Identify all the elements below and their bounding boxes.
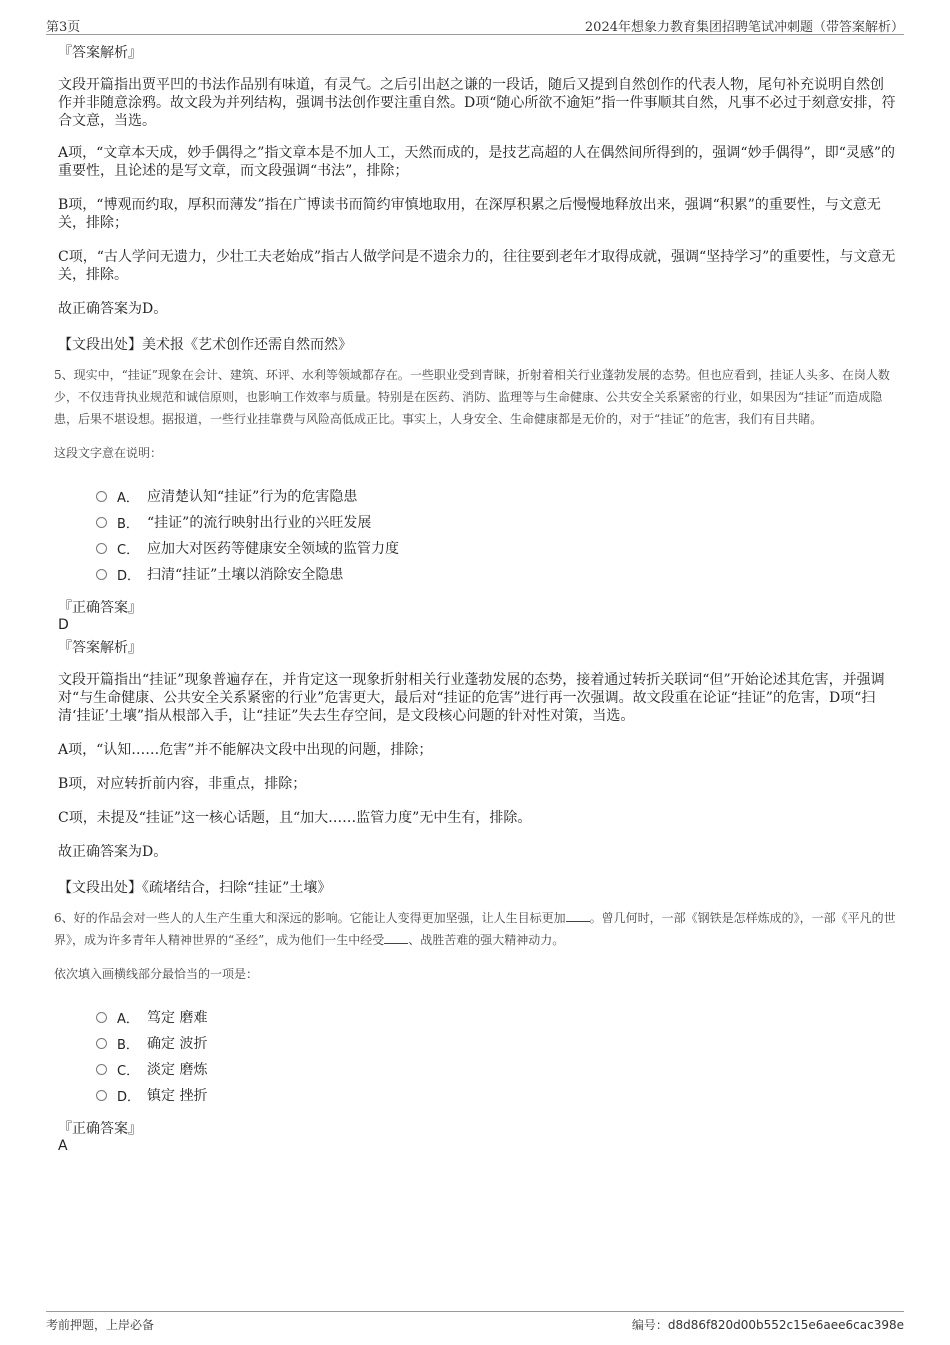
analysis-paragraph: C项，“古人学问无遗力，少壮工夫老始成”指古人做学问是不遗余力的，往往要到老年才取得成就，强调“坚持学习”的重要性，与文意无关，排除。 xyxy=(58,249,896,283)
question-5-prompt: 这段文字意在说明： xyxy=(54,446,163,460)
option-c[interactable]: C． 淡定 磨炼 xyxy=(96,1056,896,1082)
correct-answer-label: 『正确答案』 xyxy=(58,600,142,616)
source-citation: 【文段出处】《疏堵结合，扫除“挂证”土壤》 xyxy=(58,880,332,896)
radio-icon[interactable] xyxy=(96,543,107,554)
page-number: 第3页 xyxy=(46,20,81,35)
radio-icon[interactable] xyxy=(96,491,107,502)
analysis-paragraph: A项，“文章本天成，妙手偶得之”指文章本是不加人工，天然而成的，是技艺高超的人在偶然间所得到的，强调“妙手偶得”，即“灵感”的重要性，且论述的是写文章，而文段强调“书法”，排除； xyxy=(58,145,896,179)
correct-answer-label: 『正确答案』 xyxy=(58,1121,142,1137)
page-footer xyxy=(46,1311,904,1336)
question-6-prompt: 依次填入画横线部分最恰当的一项是： xyxy=(54,967,259,981)
option-a[interactable]: A． 应清楚认知“挂证”行为的危害隐患 xyxy=(96,483,896,509)
analysis-paragraph: 文段开篇指出“挂证”现象普遍存在，并肯定这一现象折射相关行业蓬勃发展的态势，接着通过转折关联词“但”开始论述其危害，并强调对“与生命健康、公共安全关系紧密的行业”危害更大，最后对“挂证的危害”进行再一次强调。故文段重在论证“挂证”的危害，D项“扫清‘挂证’土壤”指从根部入手，让“挂证”失去生存空间，是文段核心问题的针对性对策，当选。 xyxy=(58,672,885,724)
analysis-conclusion: 故正确答案为D。 xyxy=(58,844,168,860)
radio-icon[interactable] xyxy=(96,1038,107,1049)
analysis-label: 『答案解析』 xyxy=(58,45,142,61)
analysis-conclusion: 故正确答案为D。 xyxy=(58,301,168,317)
question-5-options xyxy=(96,483,896,587)
source-citation: 【文段出处】美术报《艺术创作还需自然而然》 xyxy=(58,337,352,353)
analysis-paragraph: B项，“博观而约取，厚积而薄发”指在广博读书而简约审慎地取用，在深厚积累之后慢慢地释放出来，强调“积累”的重要性，与文意无关，排除； xyxy=(58,197,881,231)
correct-answer: D xyxy=(58,617,69,633)
correct-answer: A xyxy=(58,1138,68,1154)
radio-icon[interactable] xyxy=(96,569,107,580)
radio-icon[interactable] xyxy=(96,517,107,528)
footer-slogan: 考前押题，上岸必备 xyxy=(46,1318,155,1332)
option-d[interactable]: D． 镇定 挫折 xyxy=(96,1082,896,1108)
radio-icon[interactable] xyxy=(96,1090,107,1101)
question-6-text: 6、好的作品会对一些人的人生产生重大和深远的影响。它能让人变得更加坚强，让人生目标更加 。曾几何时，一部《钢铁是怎样炼成的》，一部《平凡的世界》，成为许多青年人精神世界的“圣经”，成为他们一生中经受 、战胜苦难的强大精神动力。 xyxy=(54,911,896,947)
page-content xyxy=(54,42,896,1154)
blank-line xyxy=(384,931,408,944)
radio-icon[interactable] xyxy=(96,1012,107,1023)
analysis-paragraph: C项，未提及“挂证”这一核心话题，且“加大……监管力度”无中生有，排除。 xyxy=(58,810,532,826)
analysis-paragraph: A项，“认知……危害”并不能解决文段中出现的问题，排除； xyxy=(58,742,433,758)
analysis-label: 『答案解析』 xyxy=(58,640,142,656)
option-b[interactable]: B． 确定 波折 xyxy=(96,1030,896,1056)
page-header xyxy=(46,14,904,35)
option-b[interactable]: B． “挂证”的流行映射出行业的兴旺发展 xyxy=(96,509,896,535)
radio-icon[interactable] xyxy=(96,1064,107,1075)
blank-line xyxy=(566,909,590,922)
analysis-paragraph: 文段开篇指出贾平凹的书法作品别有味道，有灵气。之后引出赵之谦的一段话，随后又提到自然创作的代表人物，尾句补充说明自然创作并非随意涂鸦。故文段为并列结构，强调书法创作要注重自然。D项“随心所欲不逾矩”指一件事顺其自然，凡事不必过于刻意安排，符合文意，当选。 xyxy=(58,77,896,129)
analysis-paragraph: B项，对应转折前内容，非重点，排除； xyxy=(58,776,307,792)
question-5-text: 5、现实中，“挂证”现象在会计、建筑、环评、水利等领域都存在。一些职业受到青睐，折射着相关行业蓬勃发展的态势。但也应看到，挂证人头多、在岗人数少，不仅违背执业规范和诚信原则，也影响工作效率与质量。特别是在医药、消防、监理等与生命健康、公共安全关系紧密的行业，如果因为“挂证”而造成隐患，后果不堪设想。据报道，一些行业挂靠费与风险高低成正比。事实上，人身安全、生命健康都是无价的，对于“挂证”的危害，我们有目共睹。 xyxy=(54,368,890,426)
document-code: 编号：d8d86f820d00b552c15e6aee6cac398e xyxy=(631,1318,904,1332)
option-d[interactable]: D． 扫清“挂证”土壤以消除安全隐患 xyxy=(96,561,896,587)
question-6-options xyxy=(96,1004,896,1108)
option-a[interactable]: A． 笃定 磨难 xyxy=(96,1004,896,1030)
option-c[interactable]: C． 应加大对医药等健康安全领域的监管力度 xyxy=(96,535,896,561)
document-title: 2024年想象力教育集团招聘笔试冲刺题（带答案解析） xyxy=(584,20,904,35)
